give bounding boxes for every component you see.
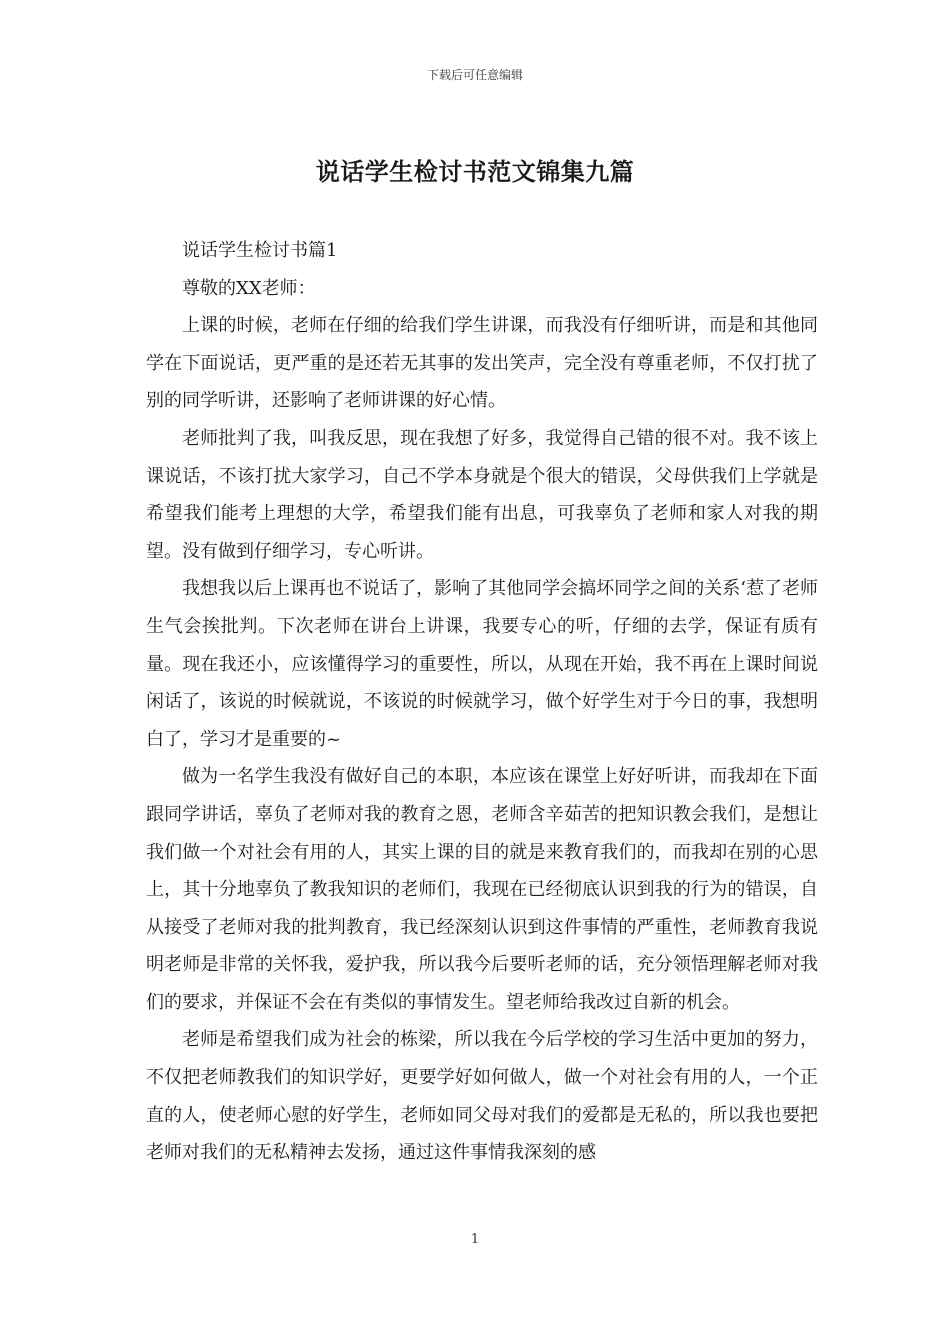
- page-header-note: 下载后可任意编辑: [426, 68, 523, 82]
- body-paragraph: 老师批判了我，叫我反思，现在我想了好多，我觉得自己错的很不对。我不该上课说话，不该打扰大家学习，自己不学本身就是个很大的错误，父母供我们上学就是希望我们能考上理想的大学，希望我们能有出息，可我辜负了老师和家人对我的期望。没有做到仔细学习，专心听讲。: [146, 427, 818, 562]
- document-title: 说话学生检讨书范文锦集九篇: [315, 157, 635, 186]
- section-heading: 说话学生检讨书篇1: [182, 240, 338, 261]
- body-paragraph: 老师是希望我们成为社会的栋梁，所以我在今后学校的学习生活中更加的努力，不仅把老师教我们的知识学好，更要学好如何做人，做一个对社会有用的人，一个正直的人，使老师心慰的好学生，老师如同父母对我们的爱都是无私的，所以我也要把老师对我们的无私精神去发扬，通过这件事情我深刻的感: [146, 1029, 818, 1164]
- document-body: [146, 232, 818, 1172]
- salutation: 尊敬的XX老师：: [182, 277, 316, 299]
- body-paragraph: 上课的时候，老师在仔细的给我们学生讲课，而我没有仔细听讲，而是和其他同学在下面说话，更严重的是还若无其事的发出笑声，完全没有尊重老师，不仅打扰了别的同学听讲，还影响了老师讲课的好心情。: [146, 315, 818, 412]
- body-paragraph: 做为一名学生我没有做好自己的本职，本应该在课堂上好好听讲，而我却在下面跟同学讲话，辜负了老师对我的教育之恩，老师含辛茹苦的把知识教会我们，是想让我们做一个对社会有用的人，其实上课的目的就是来教育我们的，而我却在别的心思上，其十分地辜负了教我知识的老师们，我现在已经彻底认识到我的行为的错误，自从接受了老师对我的批判教育，我已经深刻认识到这件事情的严重性，老师教育我说明老师是非常的关怀我，爱护我，所以我今后要听老师的话，充分领悟理解老师对我们的要求，并保证不会在有类似的事情发生。望老师给我改过自新的机会。: [146, 766, 818, 1013]
- page-number: 1: [470, 1232, 480, 1247]
- body-paragraph: 我想我以后上课再也不说话了，影响了其他同学会搞坏同学之间的关系‘惹了老师生气会挨批判。下次老师在讲台上讲课，我要专心的听，仔细的去学，保证有质有量。现在我还小，应该懂得学习的重要性，所以，从现在开始，我不再在上课时间说闲话了，该说的时候就说，不该说的时候就学习，做个好学生对于今日的事，我想明白了，学习才是重要的~: [146, 578, 818, 750]
